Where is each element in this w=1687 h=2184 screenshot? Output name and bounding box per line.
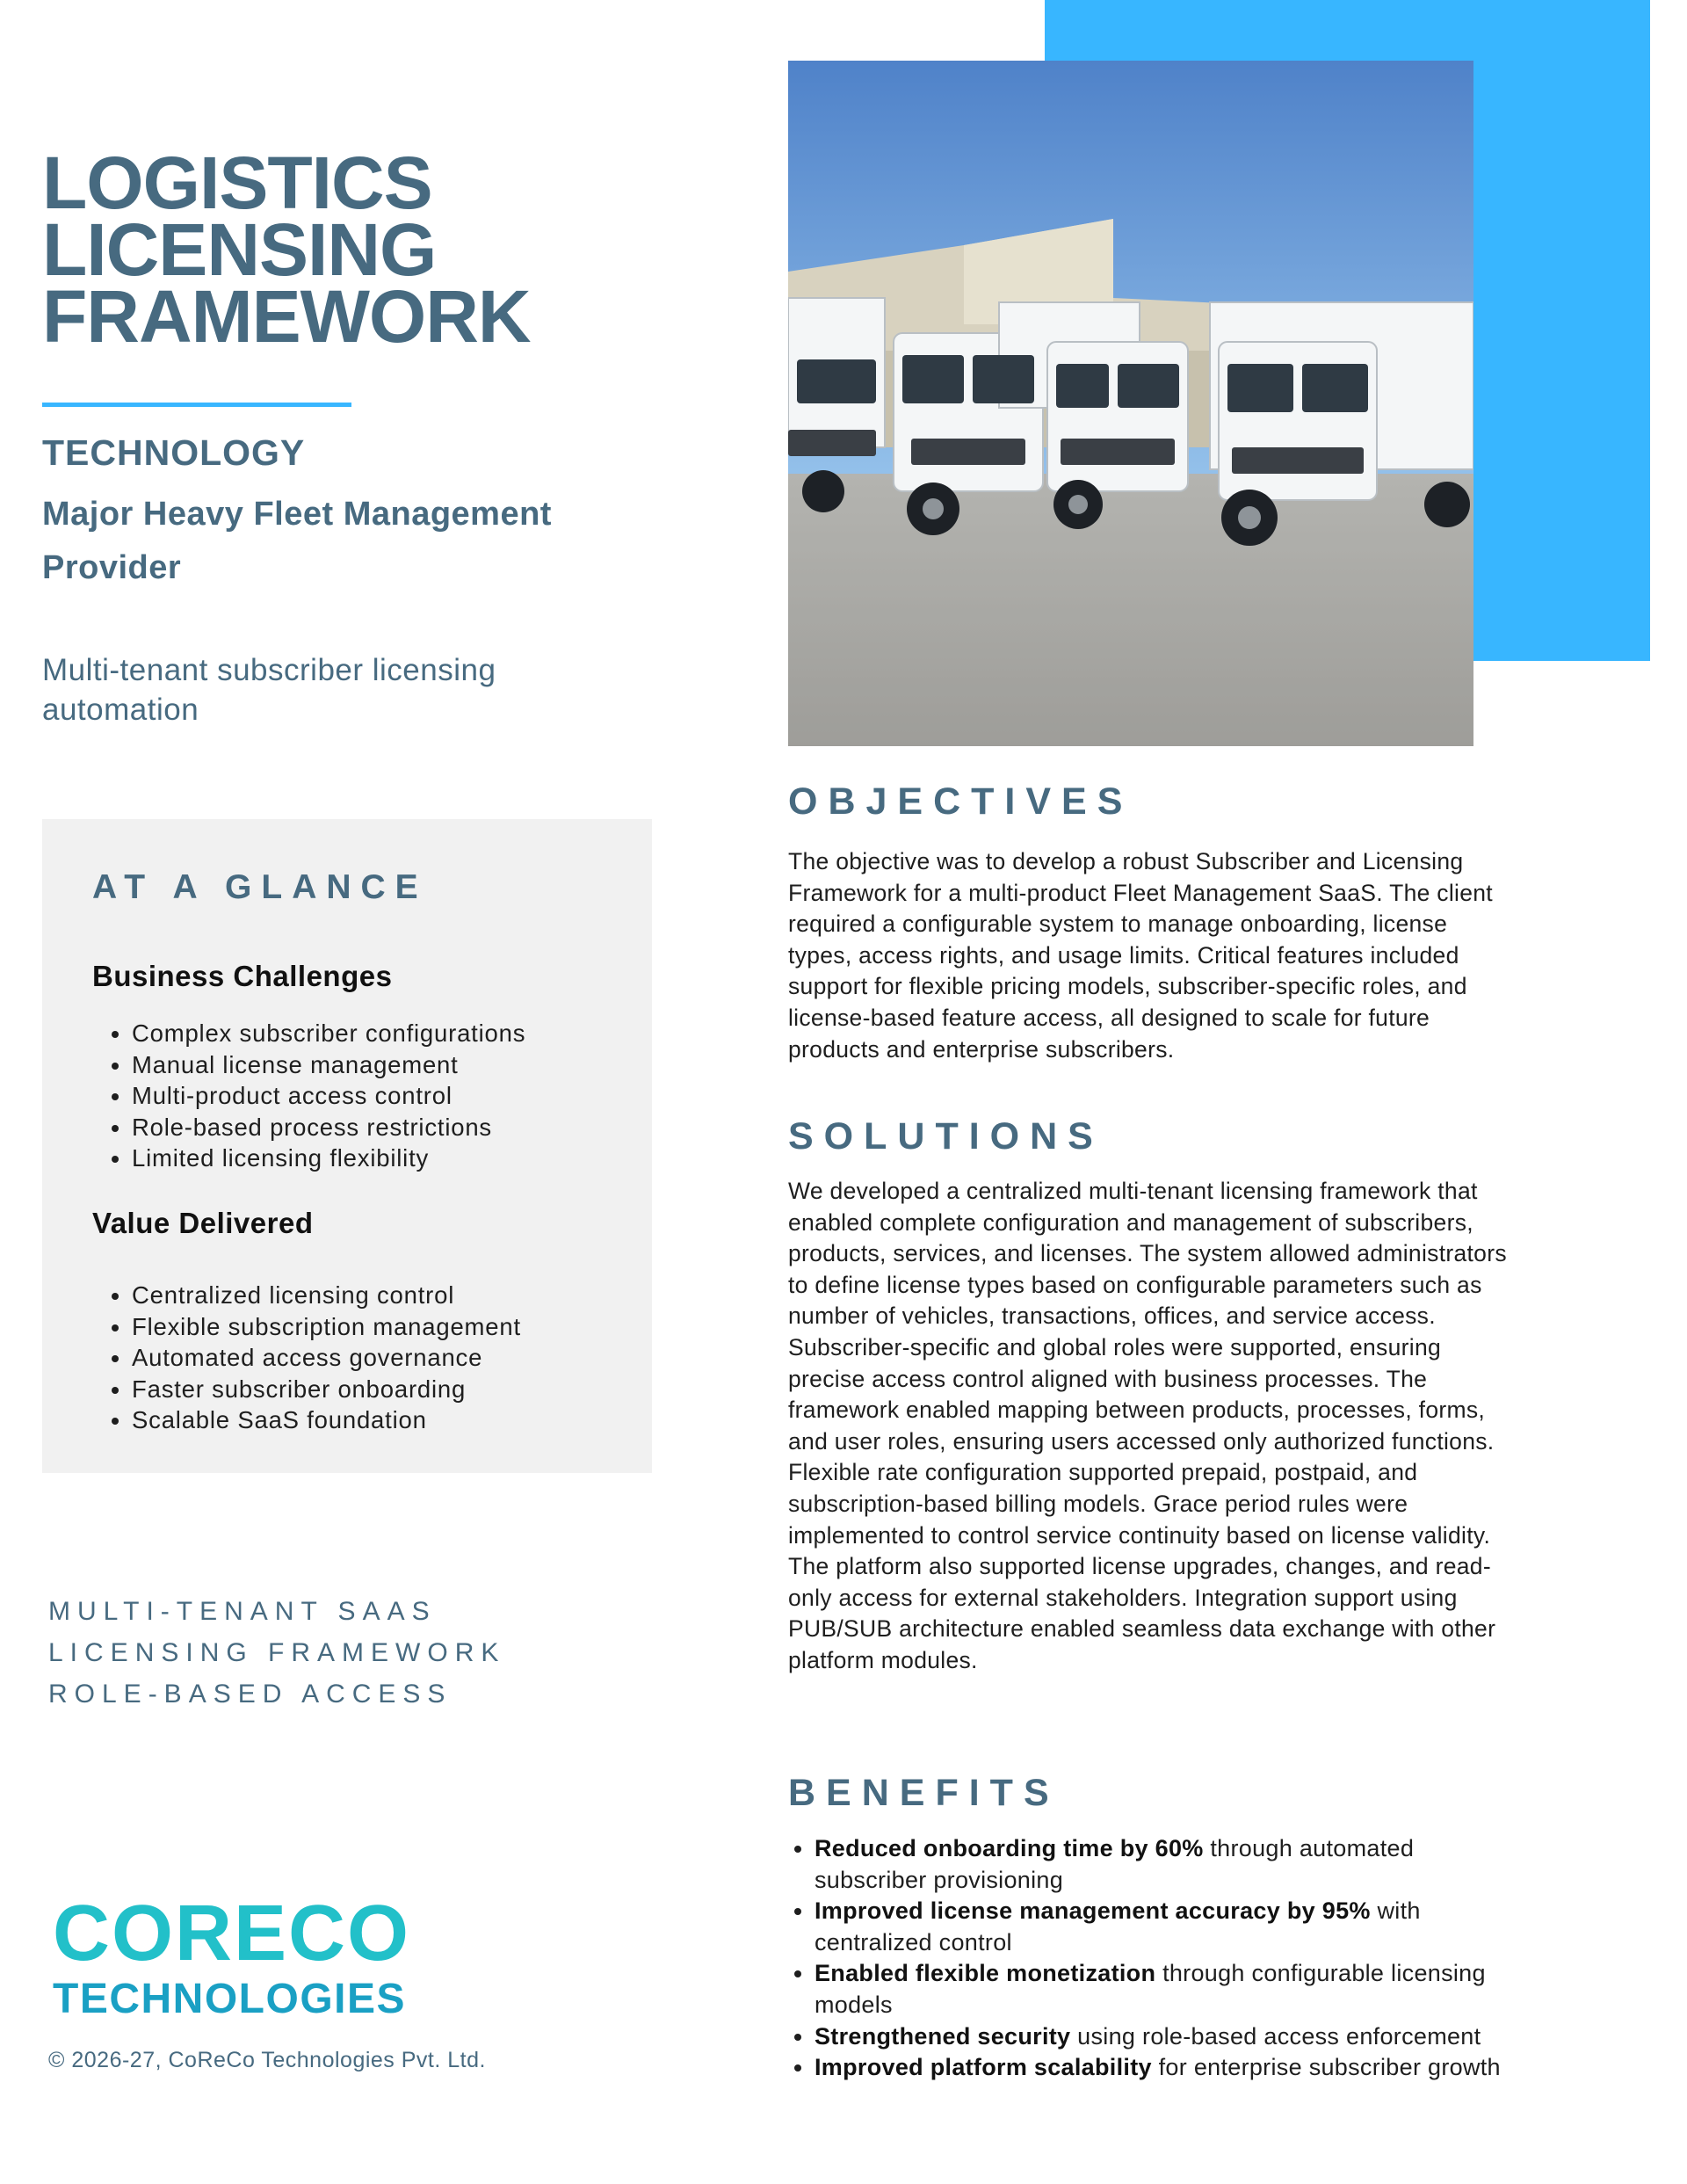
benefit-highlight: Improved license management accuracy by 95%: [815, 1897, 1371, 1925]
list-item: • Role-based process restrictions: [132, 1112, 525, 1143]
benefit-detail: through automated subscriber provisioning: [815, 1835, 1415, 1893]
logo-subtitle: TECHNOLOGIES: [53, 1976, 407, 2022]
tagline-line-1: Multi-tenant subscriber licensing: [42, 653, 496, 687]
benefits-list: [788, 1833, 1517, 2084]
list-item: • Flexible subscription management: [132, 1311, 521, 1343]
benefit-detail: with centralized control: [815, 1897, 1421, 1955]
client-name-line-1: Major Heavy Fleet Management: [42, 496, 552, 533]
benefits-heading: BENEFITS: [788, 1772, 1060, 1814]
tagline: [42, 650, 640, 729]
benefit-highlight: Reduced onboarding time by 60%: [815, 1835, 1204, 1861]
keyword-tag: ROLE-BASED ACCESS: [48, 1680, 453, 1709]
client-name-line-2: Provider: [42, 549, 182, 586]
copyright-notice: © 2026-27, CoReCo Technologies Pvt. Ltd.: [48, 2048, 486, 2072]
objectives-heading: OBJECTIVES: [788, 780, 1133, 823]
benefit-highlight: Enabled flexible monetization: [815, 1960, 1156, 1987]
value-delivered-heading: Value Delivered: [92, 1207, 314, 1239]
solutions-text: We developed a centralized multi-tenant licensing framework that enabled complete configuration and management of subscribers, products, services, and licenses. The system allowed administrators to define license types based on configurable parameters such as number of vehicles, transactions, offices, and service access. Subscriber-specific and global roles were supported, ensuring precise access control aligned with business processes. The framework enabled mapping between products, processes, forms, and user roles, ensuring users accessed only authorized functions. Flexible rate configuration supported prepaid, postpaid, and subscription-based billing models. Grace period rules were implemented to control service continuity based on license validity. The platform also supported license upgrades, changes, and read-only access for external stakeholders. Integration support using PUB/SUB architecture enabled seamless data exchange with other platform modules.: [788, 1178, 1507, 1673]
list-item: • Scalable SaaS foundation: [132, 1404, 521, 1436]
benefit-item: [815, 1958, 1517, 2021]
title-divider: [42, 403, 351, 407]
list-item: • Limited licensing flexibility: [132, 1143, 525, 1174]
title-line-3: FRAMEWORK: [42, 275, 531, 358]
logo-wordmark: CORECO: [53, 1890, 411, 1977]
list-item: • Multi-product access control: [132, 1080, 525, 1112]
solutions-heading: SOLUTIONS: [788, 1115, 1104, 1157]
business-challenges-list: [92, 1018, 525, 1174]
benefit-detail: for enterprise subscriber growth: [1151, 2054, 1501, 2081]
keyword-tag: LICENSING FRAMEWORK: [48, 1638, 506, 1667]
objectives-text: The objective was to develop a robust Subscriber and Licensing Framework for a multi-product Fleet Management SaaS. The client required a configurable system to manage onboarding, license types, access rights, and usage limits. Critical features included support for flexible pricing models, subscriber-specific roles, and license-based feature access, all designed to scale for future products and enterprise subscribers.: [788, 848, 1493, 1063]
value-delivered-list: [92, 1280, 521, 1436]
trucks-illustration: [788, 61, 1473, 746]
list-item: • Manual license management: [132, 1049, 525, 1081]
title-line-2: LICENSING: [42, 208, 437, 291]
tagline-line-2: automation: [42, 693, 199, 727]
keyword-tag: MULTI-TENANT SAAS: [48, 1597, 437, 1626]
business-challenges-heading: Business Challenges: [92, 960, 393, 992]
at-a-glance-panel: [42, 819, 652, 1473]
benefit-detail: through configurable licensing models: [815, 1960, 1486, 2018]
benefit-item: [815, 2052, 1517, 2084]
benefit-item: [815, 1896, 1517, 1958]
company-logo: [53, 1890, 411, 2022]
list-item: • Centralized licensing control: [132, 1280, 521, 1311]
hero-photo-trucks: [788, 61, 1473, 746]
benefit-highlight: Improved platform scalability: [815, 2054, 1152, 2081]
list-item: • Automated access governance: [132, 1342, 521, 1374]
keyword-tags: [48, 1591, 505, 1715]
client-name: [42, 488, 640, 595]
title-line-1: LOGISTICS: [42, 141, 432, 224]
main-title: [42, 141, 710, 358]
benefit-item: [815, 2021, 1517, 2053]
benefit-item: [815, 1833, 1517, 1896]
category-label: TECHNOLOGY: [42, 432, 306, 473]
benefit-detail: using role-based access enforcement: [1070, 2022, 1481, 2050]
list-item: • Complex subscriber configurations: [132, 1018, 525, 1049]
list-item: • Faster subscriber onboarding: [132, 1374, 521, 1405]
benefit-highlight: Strengthened security: [815, 2022, 1071, 2050]
at-a-glance-heading: AT A GLANCE: [92, 868, 428, 906]
